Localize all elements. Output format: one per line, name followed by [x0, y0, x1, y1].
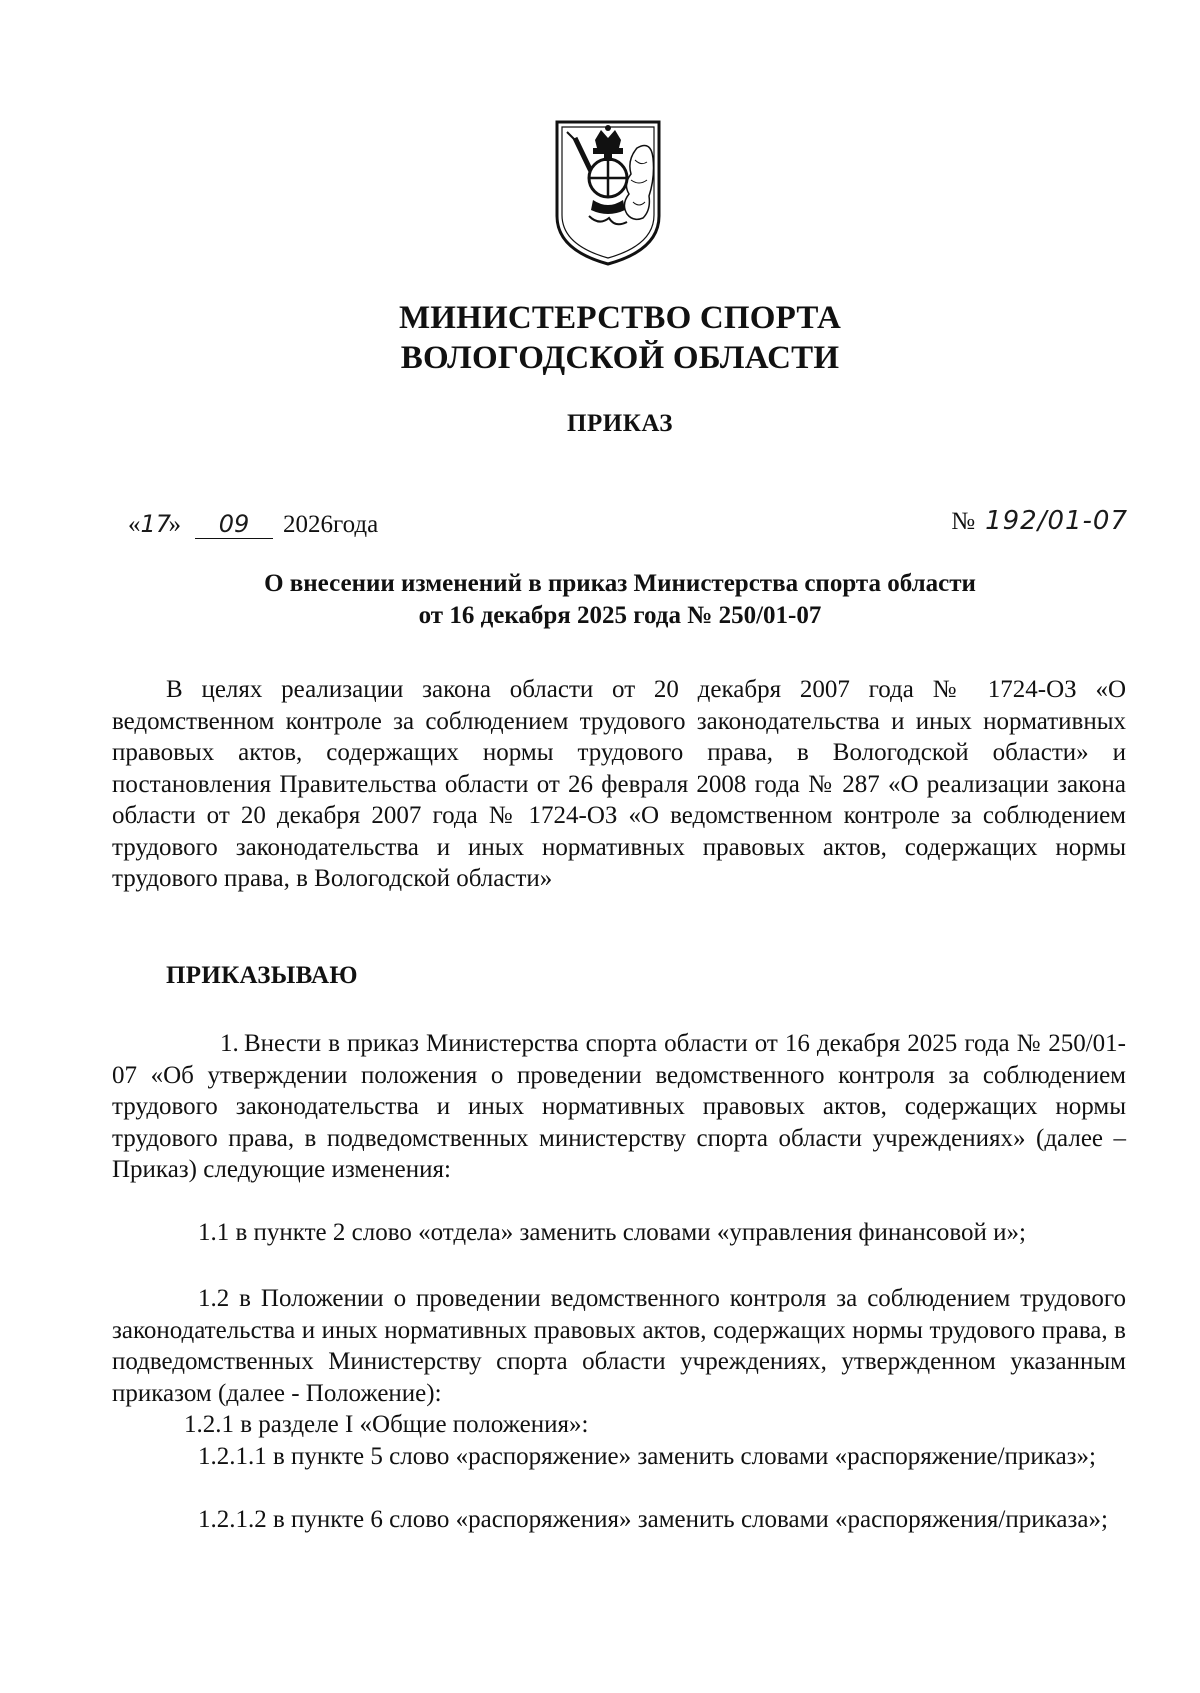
- subject-line1: О внесении изменений в приказ Министерства спорта области: [264, 570, 976, 597]
- ministry-name-line1: МИНИСТЕРСТВО СПОРТА: [398, 300, 842, 336]
- order-number: [951, 506, 1128, 536]
- item-1: [112, 1028, 1126, 1186]
- date-close-quote: »: [168, 511, 181, 538]
- item-1-number: 1.: [220, 1030, 239, 1057]
- order-subject: [0, 568, 1200, 632]
- item-1-2: 1.2 в Положении о проведении ведомственного контроля за соблюдением трудового законодательства и иных нормативных правовых актов, содержащих нормы трудового права, в подведомственных Министерству спорта области учреждениях, утвержденном указанным приказом (далее - Положение):: [112, 1285, 1126, 1407]
- number-sign: №: [951, 508, 976, 535]
- order-word: ПРИКАЗЫВАЮ: [166, 962, 358, 989]
- date-month: 09: [195, 510, 273, 539]
- ministry-name-line2: ВОЛОГОДСКОЙ ОБЛАСТИ: [400, 340, 840, 376]
- ministry-name: [0, 298, 1200, 378]
- item-1-1: 1.1 в пункте 2 слово «отдела» заменить словами «управления финансовой и»;: [198, 1219, 1026, 1246]
- date-year: 2026: [283, 511, 333, 538]
- number-value: 192/01-07: [985, 506, 1128, 536]
- date-suffix: года: [333, 511, 379, 538]
- item-1-2-1-1: 1.2.1.1 в пункте 5 слово «распоряжение» заменить словами «распоряжение/приказ»;: [198, 1443, 1096, 1470]
- date-day: 17: [140, 510, 172, 538]
- subject-line2: от 16 декабря 2025 года № 250/01-07: [418, 602, 822, 629]
- date-open-quote: «: [128, 511, 141, 538]
- item-1-2-1-2: 1.2.1.2 в пункте 6 слово «распоряжения» заменить словами «распоряжения/приказа»;: [198, 1506, 1108, 1533]
- document-type: ПРИКАЗ: [567, 410, 673, 437]
- coat-of-arms-emblem: [553, 118, 663, 268]
- preamble-paragraph: В целях реализации закона области от 20 декабря 2007 года № 1724-ОЗ «О ведомственном контроле за соблюдением трудового законодательства и иных нормативных правовых актов, содержащих нормы трудового права, в Вологодской области» и постановления Правительства области от 26 февраля 2008 года № 287 «О реализации закона области от 20 декабря 2007 года № 1724-ОЗ «О ведомственном контроле за соблюдением трудового законодательства и иных нормативных правовых актов, содержащих нормы трудового права, в Вологодской области»: [112, 676, 1126, 892]
- order-date: [128, 510, 378, 539]
- item-1-2-1: 1.2.1 в разделе I «Общие положения»:: [184, 1411, 589, 1438]
- item-1-text: Внести в приказ Министерства спорта области от 16 декабря 2025 года № 250/01-07 «Об утверждении положения о проведении ведомственного контроля за соблюдением трудового законодательства и иных нормативных правовых актов, содержащих нормы трудового права, в подведомственных министерству спорта области учреждениях» (далее – Приказ) следующие изменения:: [112, 1030, 1126, 1183]
